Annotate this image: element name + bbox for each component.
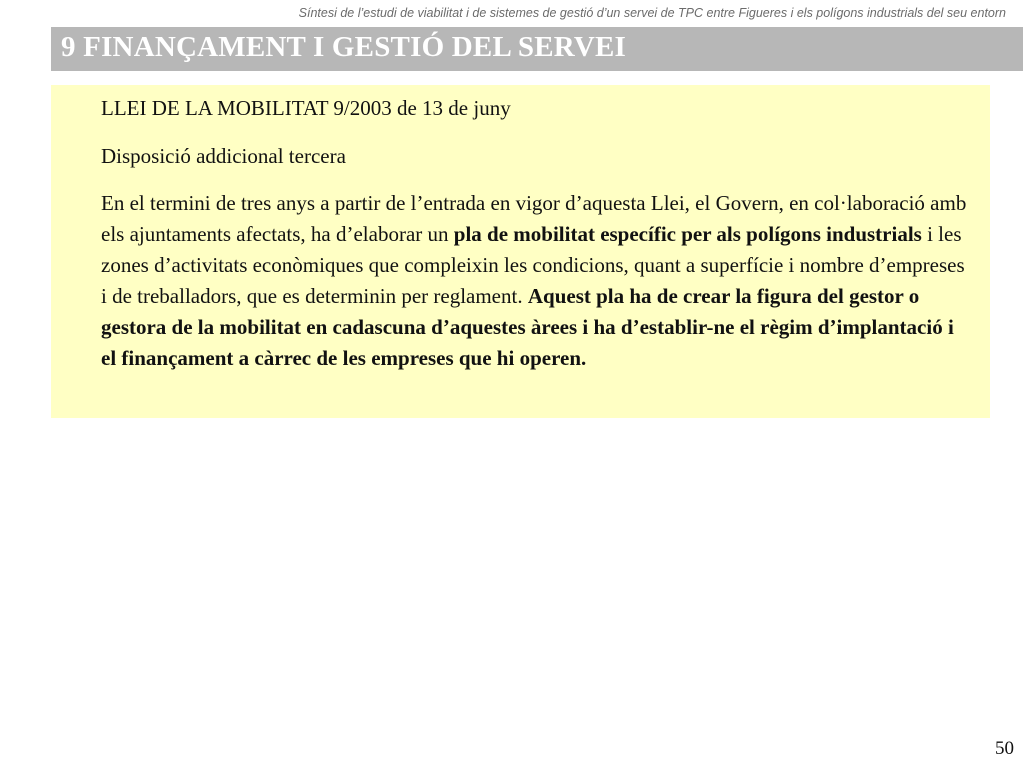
body-bold-2: Aquest pla ha de crear la figura del gestor o gestora de la mobilitat en cadascuna d’aquestes àrees i ha d’establir-ne el règim d’implantació i el finançament a càrrec de les empreses que hi operen. <box>101 284 954 370</box>
running-header: Síntesi de l’estudi de viabilitat i de sistemes de gestió d’un servei de TPC entre Figueres i els polígons industrials del seu entorn <box>298 6 1006 20</box>
page-title: 9 FINANÇAMENT I GESTIÓ DEL SERVEI <box>61 31 627 63</box>
provision-body <box>101 188 974 374</box>
body-bold-1: pla de mobilitat específic per als polígons industrials <box>453 222 922 246</box>
title-bar <box>51 27 1023 71</box>
page-number: 50 <box>995 738 1014 759</box>
law-reference: LLEI DE LA MOBILITAT 9/2003 de 13 de juny <box>101 96 511 120</box>
body-text-1: En el termini de tres anys a partir de l’entrada en vigor d’aquesta Llei, el Govern, en col·laboració amb els ajuntaments afectats, ha d’elaborar un <box>101 191 967 246</box>
provision-heading: Disposició addicional tercera <box>101 144 346 168</box>
law-text-box <box>51 85 990 418</box>
body-text-2: i les zones d’activitats econòmiques que compleixin les condicions, quant a superfície i nombre d’empreses i de treballadors, que es determinin per reglament. <box>101 222 965 308</box>
